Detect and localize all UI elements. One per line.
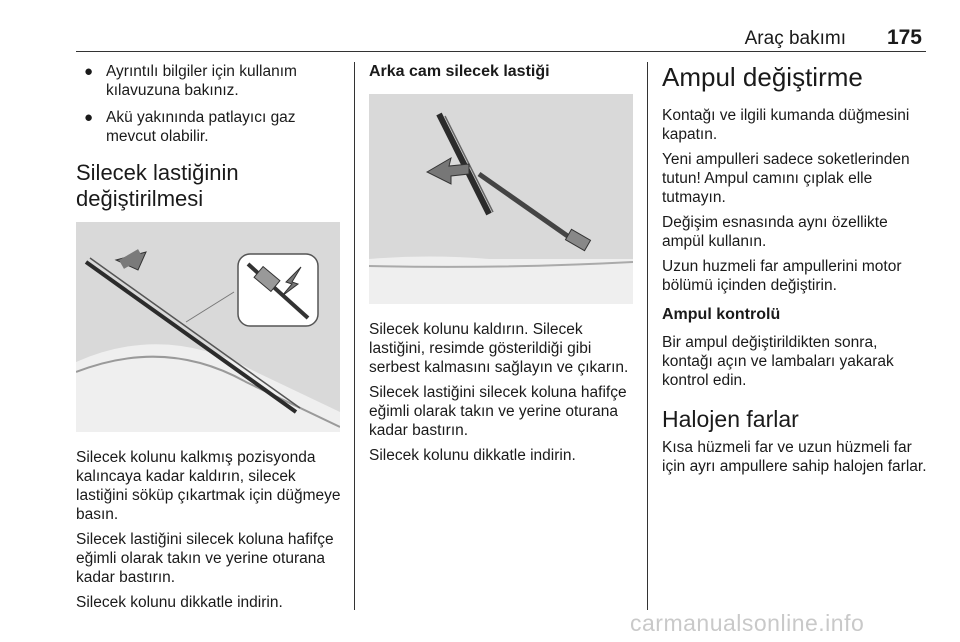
section-title: Araç bakımı xyxy=(744,28,846,49)
header-rule xyxy=(76,51,926,52)
paragraph: Kısa hüzmeli far ve uzun hüzmeli far için ayrı ampullere sahip halojen farlar. xyxy=(662,439,927,475)
paragraph: Uzun huzmeli far ampullerini motor bölümü içinden değiştirin. xyxy=(662,258,902,294)
bullet-icon: ● xyxy=(84,109,94,126)
page-number: 175 xyxy=(886,26,922,49)
column-divider-2 xyxy=(647,62,648,610)
bullet-icon: ● xyxy=(84,63,94,80)
paragraph: Silecek lastiğini silecek koluna hafifçe eğimli olarak takın ve yerine oturana kadar bastırın. xyxy=(369,384,627,439)
watermark: carmanualsonline.info xyxy=(630,610,865,636)
paragraph: Bir ampul değiştirildikten sonra, kontağı açın ve lambaları yakarak kontrol edin. xyxy=(662,334,894,389)
paragraph: Silecek kolunu dikkatle indirin. xyxy=(369,447,576,464)
list-item: ● Akü yakınında patlayıcı gaz mevcut olabilir. xyxy=(84,109,296,145)
paragraph: Silecek kolunu dikkatle indirin. xyxy=(76,594,283,611)
wiper-blade-heading: Silecek lastiğinin değiştirilmesi xyxy=(76,160,239,211)
paragraph: Yeni ampulleri sadece soketlerinden tutun! Ampul camını çıplak elle tutmayın. xyxy=(662,151,910,206)
paragraph: Kontağı ve ilgili kumanda düğmesini kapatın. xyxy=(662,107,910,143)
paragraph: Silecek kolunu kalkmış pozisyonda kalıncaya kadar kaldırın, silecek lastiğini söküp çıkartmak için düğmeye basın. xyxy=(76,449,341,523)
wiper-blade-figure xyxy=(76,222,340,432)
column-divider-1 xyxy=(354,62,355,610)
page-header xyxy=(76,22,926,52)
column-2 xyxy=(369,62,635,471)
paragraph: Silecek kolunu kaldırın. Silecek lastiğini, resimde gösterildiği gibi serbest kalmasını sağlayın ve çıkarın. xyxy=(369,321,629,376)
rear-wiper-figure xyxy=(369,94,633,304)
bulb-replacement-heading: Ampul değiştirme xyxy=(662,62,863,92)
bulb-check-heading: Ampul kontrolü xyxy=(662,306,781,323)
column-3 xyxy=(662,62,928,482)
paragraph: Değişim esnasında aynı özellikte ampül kullanın. xyxy=(662,214,888,250)
halogen-headlights-heading: Halojen farlar xyxy=(662,406,799,432)
paragraph: Silecek lastiğini silecek koluna hafifçe eğimli olarak takın ve yerine oturana kadar bastırın. xyxy=(76,531,334,586)
bullet-list xyxy=(76,62,342,146)
list-item: ● Ayrıntılı bilgiler için kullanım kılavuzuna bakınız. xyxy=(84,63,297,99)
column-1 xyxy=(76,62,342,618)
rear-wiper-heading: Arka cam silecek lastiği xyxy=(369,63,550,80)
